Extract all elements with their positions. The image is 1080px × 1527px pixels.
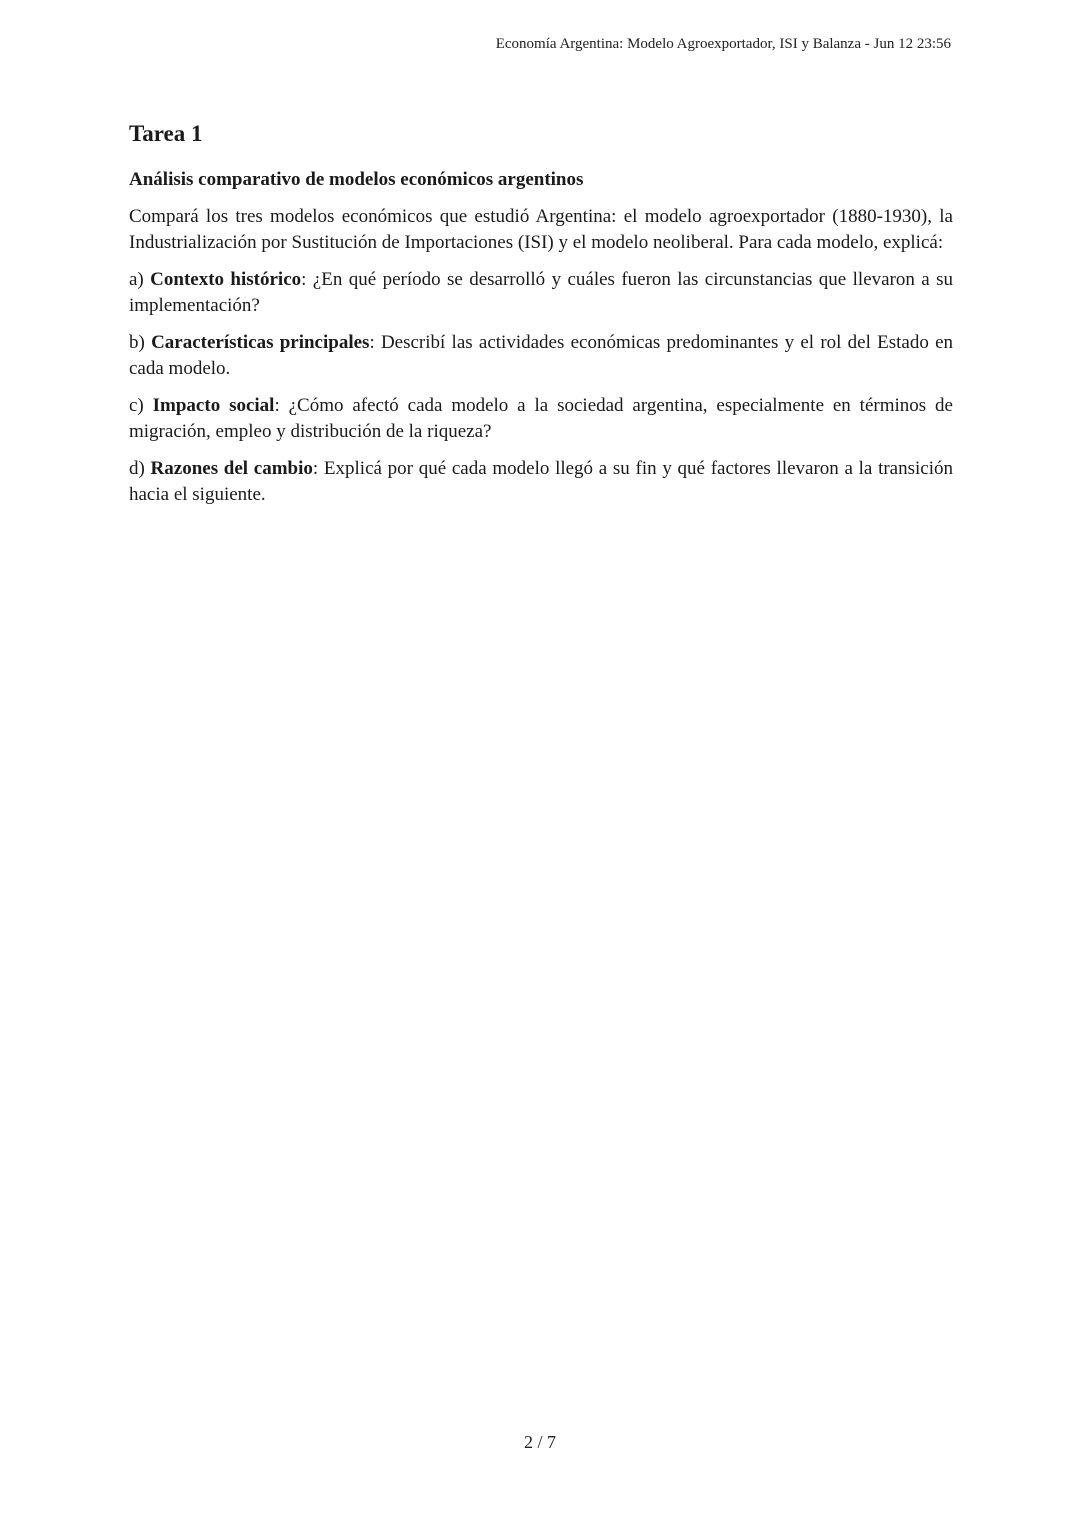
item-term: Contexto histórico bbox=[150, 269, 302, 291]
item-prefix: a) bbox=[129, 269, 151, 291]
intro-paragraph: Compará los tres modelos económicos que estudió Argentina: el modelo agroexportador (1880-1930), la Industrialización por Sustitución de Importaciones (ISI) y el modelo neoliberal. Para cada modelo, explicá: bbox=[129, 206, 953, 254]
page-content bbox=[129, 120, 953, 519]
list-item bbox=[129, 456, 953, 508]
subsection-title: Análisis comparativo de modelos económicos argentinos bbox=[129, 168, 584, 190]
item-term: Impacto social bbox=[152, 395, 275, 417]
list-item bbox=[129, 330, 953, 382]
item-prefix: d) bbox=[129, 458, 151, 480]
list-item bbox=[129, 393, 953, 445]
item-text: : Describí las actividades económicas predominantes y el rol del Estado en cada modelo. bbox=[129, 332, 953, 380]
item-term: Características principales bbox=[151, 332, 370, 354]
item-prefix: c) bbox=[129, 395, 153, 417]
item-text: : ¿En qué período se desarrolló y cuáles fueron las circunstancias que llevaron a su implementación? bbox=[129, 269, 953, 317]
item-text: : Explicá por qué cada modelo llegó a su fin y qué factores llevaron a la transición hacia el siguiente. bbox=[129, 458, 954, 506]
section-title: Tarea 1 bbox=[129, 121, 203, 146]
item-text: : ¿Cómo afectó cada modelo a la sociedad argentina, especialmente en términos de migración, empleo y distribución de la riqueza? bbox=[129, 395, 953, 443]
page-number: 2 / 7 bbox=[523, 1432, 556, 1452]
running-header: Economía Argentina: Modelo Agroexportador, ISI y Balanza - Jun 12 23:56 bbox=[495, 36, 951, 52]
item-term: Razones del cambio bbox=[150, 458, 313, 480]
list-item bbox=[129, 267, 953, 319]
item-prefix: b) bbox=[129, 332, 152, 354]
